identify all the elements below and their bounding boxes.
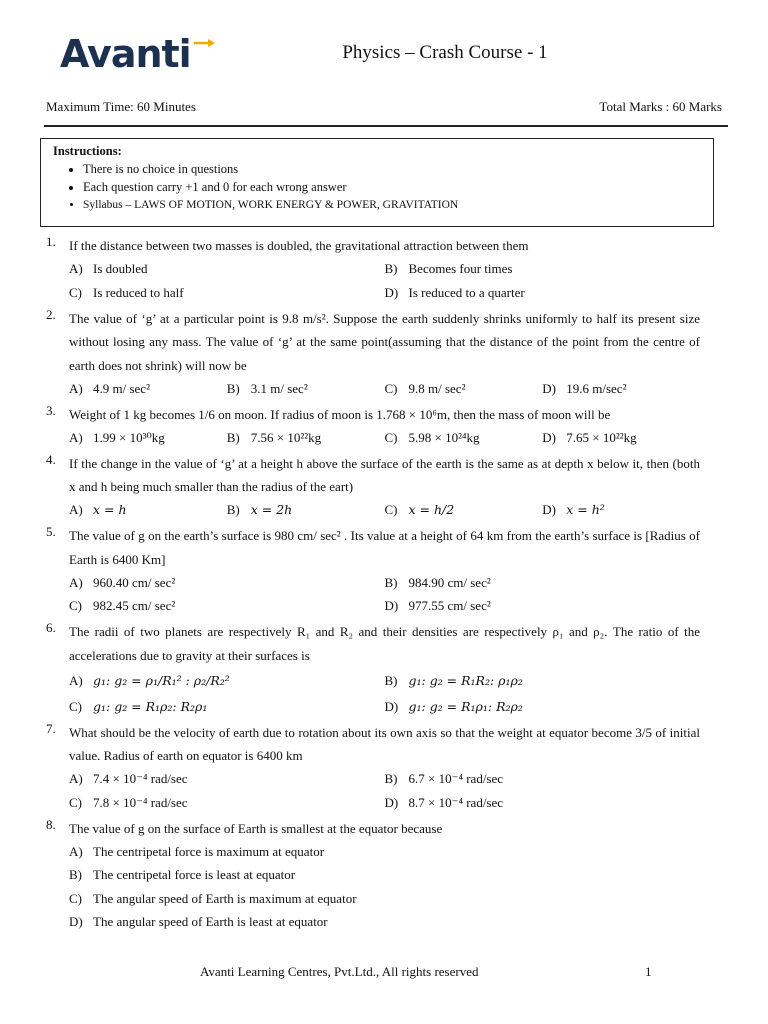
option-text: 7.56 × 10²²kg <box>250 429 322 445</box>
page-number: 1 <box>645 964 652 979</box>
option-c[interactable] <box>69 891 669 907</box>
question-text: If the distance between two masses is doubled, the gravitational attraction between them <box>69 238 529 253</box>
avanti-logo <box>60 32 220 80</box>
option-text: 19.6 m/sec² <box>566 380 627 396</box>
max-time: Maximum Time: 60 Minutes <box>46 99 196 114</box>
option-letter: B) <box>384 574 398 590</box>
option-letter: A) <box>69 771 83 787</box>
option-d[interactable] <box>385 598 701 614</box>
question-8 <box>46 817 700 935</box>
option-c[interactable] <box>385 502 543 518</box>
option-text: x = h/2 <box>408 502 455 518</box>
option-d[interactable] <box>385 285 701 301</box>
options <box>69 571 700 618</box>
option-a[interactable] <box>69 381 227 397</box>
option-text: The centripetal force is maximum at equator <box>93 843 325 859</box>
option-letter: D) <box>542 502 556 518</box>
question-2 <box>46 307 700 401</box>
instruction-item: • Each question carry +1 and 0 for each wrong answer <box>83 178 701 196</box>
options <box>69 258 700 305</box>
question-number: 2. <box>46 306 56 322</box>
question-4 <box>46 452 700 523</box>
option-text: 960.40 cm/ sec² <box>93 574 176 590</box>
total-marks: Total Marks : 60 Marks <box>599 99 722 114</box>
option-letter: A) <box>69 429 83 445</box>
footer-copyright: Avanti Learning Centres, Pvt.Ltd., All rights reserved <box>200 964 479 979</box>
option-letter: B) <box>69 867 82 883</box>
option-letter: B) <box>384 673 398 688</box>
option-text: g₁: g₂ = ρ₁/R₁² : ρ₂/R₂² <box>93 673 230 688</box>
option-letter: D) <box>542 429 556 445</box>
option-c[interactable] <box>385 381 543 397</box>
option-text: 3.1 m/ sec² <box>250 380 308 396</box>
option-text: The centripetal force is least at equator <box>93 867 296 883</box>
option-b[interactable] <box>385 261 701 277</box>
question-6 <box>46 620 700 719</box>
option-letter: B) <box>226 502 240 518</box>
option-text: Is doubled <box>93 261 148 277</box>
option-text: x = h² <box>566 502 605 518</box>
option-letter: C) <box>69 794 82 810</box>
option-c[interactable] <box>69 795 385 811</box>
question-text: What should be the velocity of earth due to rotation about its own axis so that the weight at equator become 3/5 of initial value. Radius of earth on equator is 6400 km <box>69 724 700 763</box>
option-letter: C) <box>69 698 82 714</box>
option-b[interactable] <box>227 430 385 446</box>
question-number: 7. <box>46 720 56 736</box>
option-letter: B) <box>384 261 398 277</box>
option-letter: C) <box>384 502 398 518</box>
question-5 <box>46 524 700 618</box>
option-text: g₁: g₂ = R₁ρ₁: R₂ρ₂ <box>408 698 523 714</box>
option-letter: C) <box>69 890 82 906</box>
option-letter: D) <box>542 380 556 396</box>
option-text: 977.55 cm/ sec² <box>408 598 491 614</box>
option-b[interactable] <box>385 575 701 591</box>
option-letter: B) <box>226 380 240 396</box>
question-number: 8. <box>46 816 56 832</box>
option-b[interactable] <box>227 381 385 397</box>
option-text: 8.7 × 10⁻⁴ rad/sec <box>408 794 504 810</box>
logo-text: Avanti <box>60 32 191 76</box>
question-number: 6. <box>46 620 56 635</box>
question-number: 5. <box>46 524 56 539</box>
header-divider <box>44 125 728 127</box>
option-letter: A) <box>69 574 83 590</box>
option-text: 7.4 × 10⁻⁴ rad/sec <box>93 771 188 787</box>
option-letter: C) <box>69 284 82 300</box>
question-number: 3. <box>46 402 56 418</box>
question-3 <box>46 403 700 450</box>
option-text: 7.8 × 10⁻⁴ rad/sec <box>93 794 188 810</box>
option-a[interactable] <box>69 771 385 787</box>
option-letter: C) <box>69 598 82 614</box>
option-b[interactable] <box>385 771 701 787</box>
instruction-item: • Syllabus – LAWS OF MOTION, WORK ENERGY & POWER, GRAVITATION <box>83 196 701 214</box>
option-a[interactable] <box>69 673 385 689</box>
question-text: The value of g on the earth’s surface is 980 cm/ sec² . Its value at a height of 64 km from the earth’s surface is [Radius of Earth is 6400 Km] <box>69 528 700 567</box>
option-letter: A) <box>69 843 83 859</box>
logo-arrow-icon <box>194 38 216 48</box>
option-letter: D) <box>384 698 399 714</box>
option-letter: C) <box>384 380 398 396</box>
option-a[interactable] <box>69 502 227 518</box>
option-text: 5.98 × 10²⁴kg <box>408 429 480 445</box>
option-text: The angular speed of Earth is least at equator <box>93 914 328 930</box>
option-d[interactable] <box>542 430 700 446</box>
question-text: Weight of 1 kg becomes 1/6 on moon. If radius of moon is 1.768 × 10⁶m, then the mass of moon will be <box>69 406 611 422</box>
option-a[interactable] <box>69 844 669 860</box>
instructions-box <box>40 138 714 227</box>
option-c[interactable] <box>69 699 385 715</box>
option-letter: D) <box>69 914 83 930</box>
options <box>69 667 700 719</box>
option-b[interactable] <box>69 867 669 883</box>
option-letter: A) <box>69 502 83 518</box>
options <box>69 840 700 934</box>
option-text: 984.90 cm/ sec² <box>408 574 491 590</box>
option-d[interactable] <box>69 914 669 930</box>
option-d[interactable] <box>385 795 701 811</box>
question-text: The value of g on the surface of Earth is smallest at the equator because <box>69 820 443 836</box>
option-text: x = h <box>93 502 127 518</box>
option-letter: D) <box>384 284 399 300</box>
option-text: Becomes four times <box>408 261 513 277</box>
option-text: 4.9 m/ sec² <box>93 380 150 396</box>
option-letter: A) <box>69 673 83 688</box>
option-letter: A) <box>69 261 83 277</box>
page-title: Physics – Crash Course - 1 <box>342 42 548 63</box>
option-letter: A) <box>69 380 83 396</box>
option-letter: D) <box>384 794 399 810</box>
option-text: g₁: g₂ = R₁R₂: ρ₁ρ₂ <box>408 673 523 688</box>
question-text: The value of ‘g’ at a particular point is 9.8 m/s². Suppose the earth suddenly shrinks uniformly to half its present size without losing any mass. The value of ‘g’ at the same point(assuming that the distance of the point from the centre of earth does not shrink) will now be <box>69 310 700 373</box>
question-list <box>46 234 700 936</box>
question-text: The radii of two planets are respectively R₁ and R₂ and their densities are respectively ρ₁ and ρ₂. The ratio of the accelerations due to gravity at their surfaces is <box>69 624 700 663</box>
question-text: If the change in the value of ‘g’ at a height h above the surface of the earth is the same as at depth x below it, then (both x and h being much smaller than the radius of the eart) <box>69 455 700 494</box>
option-text: Is reduced to a quarter <box>408 284 525 300</box>
option-text: 7.65 × 10²²kg <box>566 429 637 445</box>
option-text: 982.45 cm/ sec² <box>93 598 176 614</box>
option-d[interactable] <box>385 699 701 715</box>
question-7 <box>46 721 700 815</box>
option-letter: D) <box>384 598 399 614</box>
option-a[interactable] <box>69 261 385 277</box>
options <box>69 377 700 401</box>
instruction-item: • There is no choice in questions <box>83 160 701 178</box>
option-d[interactable] <box>542 502 700 518</box>
option-c[interactable] <box>69 598 385 614</box>
instructions-heading: Instructions: <box>53 144 122 158</box>
option-text: 1.99 × 10³⁰kg <box>93 429 165 445</box>
question-1 <box>46 234 700 305</box>
option-b[interactable] <box>385 673 701 689</box>
question-number: 1. <box>46 234 56 249</box>
option-c[interactable] <box>385 430 543 446</box>
option-a[interactable] <box>69 430 227 446</box>
option-text: 6.7 × 10⁻⁴ rad/sec <box>408 771 504 787</box>
option-letter: C) <box>384 429 398 445</box>
option-b[interactable] <box>227 502 385 518</box>
option-text: g₁: g₂ = R₁ρ₂: R₂ρ₁ <box>93 698 208 714</box>
question-number: 4. <box>46 451 56 467</box>
instructions-list <box>53 160 701 214</box>
option-text: 9.8 m/ sec² <box>408 380 466 396</box>
options <box>69 768 700 815</box>
option-text: The angular speed of Earth is maximum at equator <box>93 890 357 906</box>
option-letter: B) <box>226 429 240 445</box>
option-d[interactable] <box>542 381 700 397</box>
option-a[interactable] <box>69 575 385 591</box>
options <box>69 499 700 523</box>
option-letter: B) <box>384 771 398 787</box>
options <box>69 426 700 450</box>
option-text: x = 2h <box>250 502 293 518</box>
option-text: Is reduced to half <box>93 284 184 300</box>
option-c[interactable] <box>69 285 385 301</box>
